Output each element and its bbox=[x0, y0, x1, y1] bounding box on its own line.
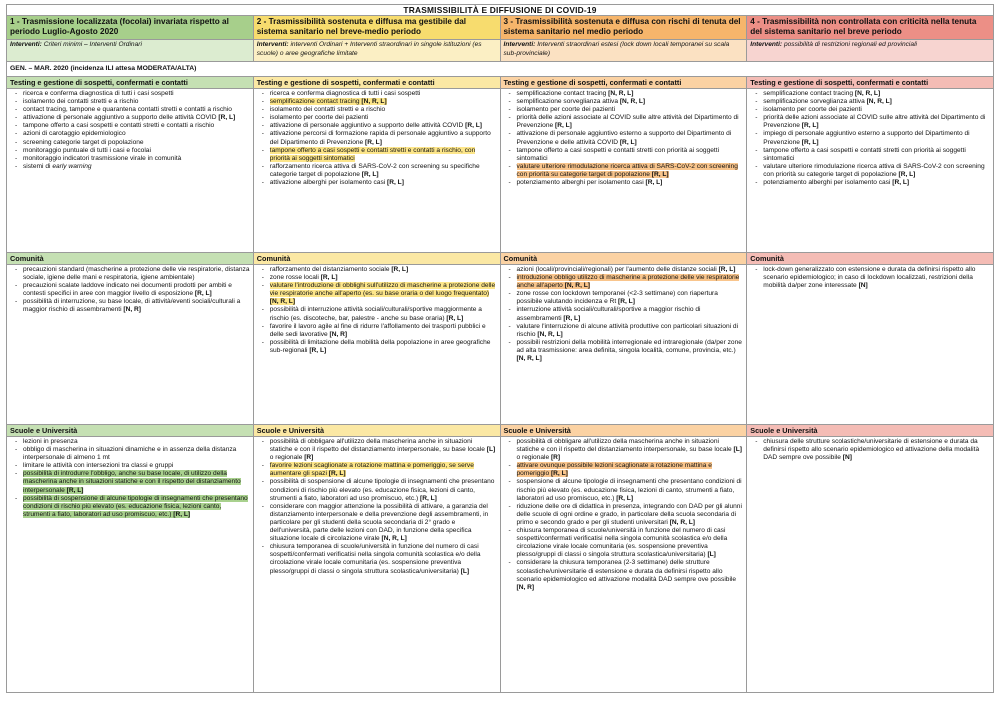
list-item: - interruzione attività sociali/culturali/sportive a maggior rischio di assembramenti [R, L] bbox=[517, 306, 744, 322]
section-header: Scuole e Università bbox=[253, 425, 500, 437]
list-item: - attivazione di personale aggiuntivo esterno a supporto del Dipartimento di Prevenzione e delle attività COVID [R, L] bbox=[517, 130, 744, 146]
scenario-1-interventi: Interventi: Criteri minimi – Interventi Ordinari bbox=[7, 40, 254, 62]
list-item: - rafforzamento ricerca attiva di SARS-CoV-2 con screening su specifiche categorie target di popolazione [R, L] bbox=[270, 163, 497, 179]
list-item: - rafforzamento del distanziamento sociale [R, L] bbox=[270, 266, 497, 274]
list-item: - lezioni in presenza bbox=[23, 438, 250, 446]
scenario-3-interventi: Interventi: Interventi straordinari estesi (lock down locali temporanei su scala sub-provinciale) bbox=[500, 40, 747, 62]
list-item: - possibilità di sospensione di alcune tipologie di insegnamenti che presentano condizioni di rischio più elevato (es. educazione fisica, lezioni canto, strumenti a fiato, laboratori ad uso promiscuo, etc.) [R, L] bbox=[23, 495, 250, 519]
list-item: - monitoraggio indicatori trasmissione virale in comunità bbox=[23, 155, 250, 163]
list-item: - possibilità di interruzione attività sociali/culturali/sportive maggiormente a rischio (es. discoteche, bar, palestre - anche su base oraria) [R, L] bbox=[270, 306, 497, 322]
list-item: - riduzione delle ore di didattica in presenza, integrando con DAD per gli alunni delle scuole di ogni ordine e grado, in particolare della scuola secondaria di primo e secondo grado e per gli studenti universitari [N, R, L] bbox=[517, 503, 744, 527]
list-item: - introduzione obbligo utilizzo di mascherine a protezione delle vie respiratorie anche all'aperto [N, R, L] bbox=[517, 274, 744, 290]
list-item: - priorità delle azioni associate al COVID sulle altre attività del Dipartimento di Prevenzione [R, L] bbox=[763, 114, 990, 130]
comunita-col-4 bbox=[747, 265, 994, 425]
list-item: - precauzioni scalate laddove indicato nei documenti prodotti per ambiti e contesti specifici in aree con maggior livello di esposizione [R, L] bbox=[23, 282, 250, 298]
list-item: - chiusura delle strutture scolastiche/universitarie di estensione e durata da definirsi rispetto allo scenario epidemiologico ed attivazione della modalità DAD sempre ove possibile [N] bbox=[763, 438, 990, 462]
list-item: - valutare l'introduzione di obblighi sull'utilizzo di mascherine a protezione delle vie respiratorie anche all'aperto (es. su base oraria o del luogo frequentato) [N, R, L] bbox=[270, 282, 497, 306]
list-item: - considerare con maggior attenzione la possibilità di attivare, a garanzia del distanziamento interpersonale e della prevenzione degli assembramenti, in particolare per gli studenti della scuola secondaria di 2° grado e dell'università, parte delle lezioni con DAD, in funzione della specifica situazione locale di circolazione virale [N, R, L] bbox=[270, 503, 497, 543]
list-item: - precauzioni standard (mascherine a protezione delle vie respiratorie, distanza sociale, igiene delle mani e respiratoria, igiene ambientale) bbox=[23, 266, 250, 282]
testing-col-4 bbox=[747, 89, 994, 253]
list-item: - valutare l'interruzione di alcune attività produttive con particolari situazioni di rischio [N, R, L] bbox=[517, 323, 744, 339]
list-item: - ricerca e conferma diagnostica di tutti i casi sospetti bbox=[270, 90, 497, 98]
list-item: - potenziamento alberghi per isolamento casi [R, L] bbox=[517, 179, 744, 187]
list-item: - possibilità di sospensione di alcune tipologie di insegnamenti che presentano condizioni di rischio più elevato (es. educazione fisica, lezioni di canto, strumenti a fiato, laboratori ad uso promiscuo, etc.) [R, L] bbox=[270, 478, 497, 502]
testing-col-1 bbox=[7, 89, 254, 253]
section-header: Scuole e Università bbox=[7, 425, 254, 437]
scuole-col-4 bbox=[747, 437, 994, 693]
list-item: - attivazione alberghi per isolamento casi [R, L] bbox=[270, 179, 497, 187]
list-item: - chiusura temporanea di scuole/università in funzione del numero di casi sospetti/confermati verificatisi nella singola comunità scolastica e/o della circolazione virale locale comunitaria (es. sospensione preventiva plesso/gruppi di classi o singola struttura scolastica/universitaria) [L] bbox=[270, 543, 497, 575]
list-item: - attivazione di personale aggiuntivo a supporto delle attività COVID [R, L] bbox=[270, 122, 497, 130]
list-item: - ricerca e conferma diagnostica di tutti i casi sospetti bbox=[23, 90, 250, 98]
scenario-4-header: 4 - Trasmissibilità non controllata con criticità nella tenuta del sistema sanitario nel breve periodo bbox=[747, 16, 994, 40]
list-item: - tampone offerto a casi sospetti e contatti stretti e contatti a rischio, con priorità ai soggetti sintomatici bbox=[270, 147, 497, 163]
list-item: - favorire lezioni scaglionate a rotazione mattina e pomeriggio, se serve aumentare gli spazi [R, L] bbox=[270, 462, 497, 478]
comunita-col-2 bbox=[253, 265, 500, 425]
scenario-4-interventi: Interventi: possibilità di restrizioni regionali ed provinciali bbox=[747, 40, 994, 62]
scenario-2-interventi: Interventi: interventi Ordinari + Interventi straordinari in singole istituzioni (es scuole) o aree geografiche limitate bbox=[253, 40, 500, 62]
list-item: - tampone offerto a casi sospetti e contatti stretti con priorità ai soggetti sintomatici bbox=[763, 147, 990, 163]
list-item: - isolamento per coorte dei pazienti bbox=[517, 106, 744, 114]
list-item: - attivazione di personale aggiuntivo a supporto delle attività COVID [R, L] bbox=[23, 114, 250, 122]
list-item: - isolamento per coorte dei pazienti bbox=[270, 114, 497, 122]
list-item: - possibilità di introdurre l'obbligo, anche su base locale, di utilizzo della mascherina anche in situazioni statiche e con il rispetto del distanziamento interpersonale [R, L] bbox=[23, 470, 250, 494]
list-item: - chiusura temporanea di scuole/università in funzione del numero di casi sospetti/confermati verificatisi nella singola comunità scolastica e/o della circolazione virale locale comunitaria (es. sospensione preventiva plesso/gruppi di classi o singola struttura scolastica/universitaria) [L] bbox=[517, 527, 744, 559]
scenario-2-header: 2 - Trasmissibilità sostenuta e diffusa ma gestibile dal sistema sanitario nel breve-medio periodo bbox=[253, 16, 500, 40]
scenario-1-header: 1 - Trasmissione localizzata (focolai) invariata rispetto al periodo Luglio-Agosto 2020 bbox=[7, 16, 254, 40]
list-item: - zone rosse locali [R, L] bbox=[270, 274, 497, 282]
list-item: - possibilità di obbligare all'utilizzo della mascherina anche in situazioni statiche e con il rispetto del distanziamento interpersonale, su base locale [L] o regionale [R] bbox=[270, 438, 497, 462]
list-item: - isolamento per coorte dei pazienti bbox=[763, 106, 990, 114]
list-item: - azioni (locali/provinciali/regionali) per l'aumento delle distanze sociali [R, L] bbox=[517, 266, 744, 274]
list-item: - semplificazione contact tracing [N, R, L] bbox=[763, 90, 990, 98]
list-item: - possibili restrizioni della mobilità interregionale ed intraregionale (da/per zone ad alta trasmissione: area definita, singola località, comune, provincia, etc.) [N, R, L] bbox=[517, 339, 744, 363]
list-item: - attivazione percorsi di formazione rapida di personale aggiuntivo a supporto del Dipartimento di Prevenzione [R, L] bbox=[270, 130, 497, 146]
scuole-col-2 bbox=[253, 437, 500, 693]
list-item: - considerare la chiusura temporanea (2-3 settimane) delle strutture scolastiche/universitarie di estensione e durata da definirsi rispetto allo scenario epidemiologico ed attivazione modalità DAD sempre ove possibile [N, R] bbox=[517, 559, 744, 591]
comunita-col-1 bbox=[7, 265, 254, 425]
section-header: Scuole e Università bbox=[747, 425, 994, 437]
scenario-table bbox=[6, 4, 994, 693]
document-page bbox=[6, 4, 994, 693]
list-item: - screening categorie target di popolazione bbox=[23, 139, 250, 147]
list-item: - valutare ulteriore rimodulazione ricerca attiva di SARS-CoV-2 con screening con priorità su categorie target di popolazione [R, L] bbox=[517, 163, 744, 179]
list-item: - possibilità di interruzione, su base locale, di attività/eventi sociali/culturali a maggior rischio di assembramenti [N, R] bbox=[23, 298, 250, 314]
list-item: - monitoraggio puntuale di tutti i casi e focolai bbox=[23, 147, 250, 155]
section-header: Testing e gestione di sospetti, confermati e contatti bbox=[7, 77, 254, 89]
section-header: Scuole e Università bbox=[500, 425, 747, 437]
list-item: - azioni di carotaggio epidemiologico bbox=[23, 130, 250, 138]
list-item: - semplificazione sorveglianza attiva [N, R, L] bbox=[763, 98, 990, 106]
list-item: - possibilità di obbligare all'utilizzo della mascherina anche in situazioni statiche e con il rispetto del distanziamento interpersonale, su base locale [L] o regionale [R] bbox=[517, 438, 744, 462]
period-label: GEN. – MAR. 2020 (incidenza ILI attesa MODERATA/ALTA) bbox=[7, 62, 994, 77]
list-item: - obbligo di mascherina in situazioni dinamiche e in assenza della distanza interpersonale di almeno 1 mt bbox=[23, 446, 250, 462]
list-item: - sospensione di alcune tipologie di insegnamenti che presentano condizioni di rischio più elevato (es. educazione fisica, lezioni di canto, strumenti a fiato, laboratori ad uso promiscuo, etc.) [R, L] bbox=[517, 478, 744, 502]
list-item: - tampone offerto a casi sospetti e contatti stretti e contatti a rischio bbox=[23, 122, 250, 130]
section-header: Comunità bbox=[747, 253, 994, 265]
testing-col-2 bbox=[253, 89, 500, 253]
scuole-col-1 bbox=[7, 437, 254, 693]
list-item: - isolamento dei contatti stretti e a rischio bbox=[270, 106, 497, 114]
list-item: - tampone offerto a casi sospetti e contatti stretti con priorità ai soggetti sintomatici bbox=[517, 147, 744, 163]
list-item: - semplificazione contact tracing [N, R, L] bbox=[517, 90, 744, 98]
comunita-col-3 bbox=[500, 265, 747, 425]
list-item: - semplificazione sorveglianza attiva [N, R, L] bbox=[517, 98, 744, 106]
section-header: Testing e gestione di sospetti, confermati e contatti bbox=[253, 77, 500, 89]
section-header: Comunità bbox=[253, 253, 500, 265]
list-item: - semplificazione contact tracing [N, R, L] bbox=[270, 98, 497, 106]
section-header: Comunità bbox=[500, 253, 747, 265]
list-item: - contact tracing, tampone e quarantena contatti stretti e contatti a rischio bbox=[23, 106, 250, 114]
list-item: - attivare ovunque possibile lezioni scaglionate a rotazione mattina e pomeriggio [R, L] bbox=[517, 462, 744, 478]
list-item: - priorità delle azioni associate al COVID sulle altre attività del Dipartimento di Prevenzione [R, L] bbox=[517, 114, 744, 130]
list-item: - limitare le attività con intersezioni tra classi e gruppi bbox=[23, 462, 250, 470]
section-header: Testing e gestione di sospetti, confermati e contatti bbox=[747, 77, 994, 89]
testing-col-3 bbox=[500, 89, 747, 253]
list-item: - lock-down generalizzato con estensione e durata da definirsi rispetto allo scenario epidemiologico; in caso di lockdown localizzati, restrizioni della mobilità da/per zone interessate [N] bbox=[763, 266, 990, 290]
list-item: - sistemi di early warning bbox=[23, 163, 250, 171]
list-item: - valutare ulteriore rimodulazione ricerca attiva di SARS-CoV-2 con screening con priorità su categorie target di popolazione [R, L] bbox=[763, 163, 990, 179]
section-header: Testing e gestione di sospetti, confermati e contatti bbox=[500, 77, 747, 89]
list-item: - impiego di personale aggiuntivo esterno a supporto del Dipartimento di Prevenzione [R, L] bbox=[763, 130, 990, 146]
list-item: - potenziamento alberghi per isolamento casi [R, L] bbox=[763, 179, 990, 187]
scenario-3-header: 3 - Trasmissibilità sostenuta e diffusa con rischi di tenuta del sistema sanitario nel medio periodo bbox=[500, 16, 747, 40]
list-item: - zone rosse con lockdown temporanei (<2-3 settimane) con riapertura possibile valutando incidenza e Rt [R, L] bbox=[517, 290, 744, 306]
section-header: Comunità bbox=[7, 253, 254, 265]
scuole-col-3 bbox=[500, 437, 747, 693]
list-item: - possibilità di limitazione della mobilità della popolazione in aree geografiche sub-regionali [R, L] bbox=[270, 339, 497, 355]
list-item: - isolamento dei contatti stretti e a rischio bbox=[23, 98, 250, 106]
list-item: - favorire il lavoro agile al fine di ridurre l'affollamento dei trasporti pubblici e delle sedi lavorative [N, R] bbox=[270, 323, 497, 339]
document-title: TRASMISSIBILITÀ E DIFFUSIONE DI COVID-19 bbox=[7, 5, 994, 16]
